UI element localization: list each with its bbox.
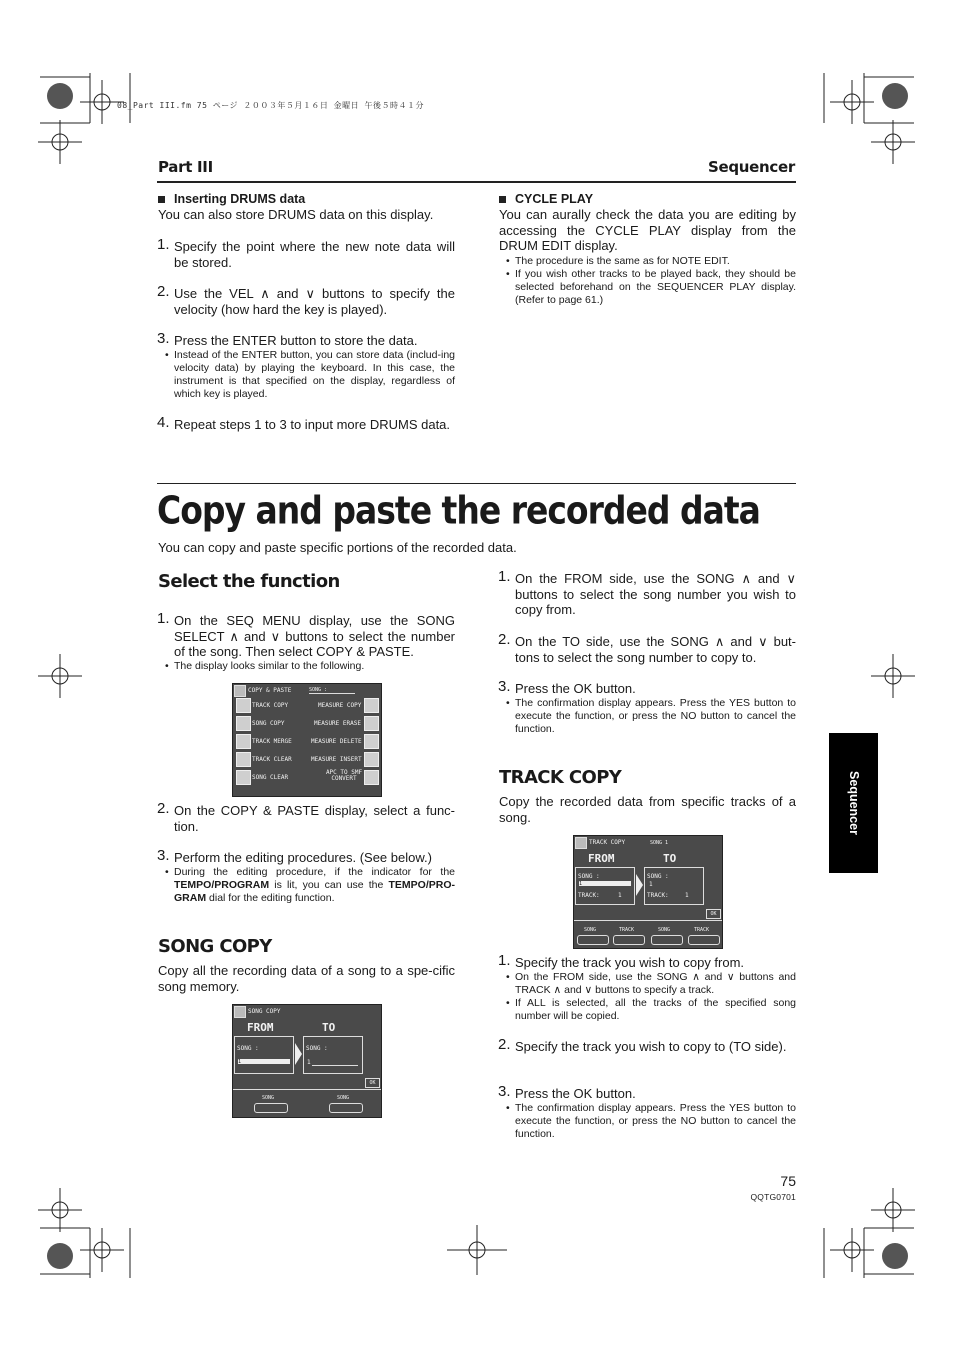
seq-menu-icon	[234, 685, 246, 697]
track-step-2: 2. Specify the track you wish to copy to (TO side).	[498, 1036, 787, 1054]
song-copy-icon	[234, 1006, 246, 1018]
song-copy-heading: SONG COPY	[158, 936, 272, 957]
song-clear-icon	[236, 770, 251, 785]
square-bullet-icon	[158, 196, 165, 203]
song-copy-intro: Copy all the recording data of a song to a spe-cific song memory.	[158, 963, 455, 994]
section-rule	[157, 483, 796, 484]
lcd-item: MEASURE COPY	[318, 702, 362, 709]
document-code: QQTG0701	[750, 1192, 796, 1202]
apc-convert-icon	[364, 770, 379, 785]
page-number: 75	[780, 1173, 796, 1189]
lcd-item: APC TO SMF CONVERT	[325, 769, 363, 782]
lcd-item: TRACK CLEAR	[252, 756, 292, 763]
section-side-tab: Sequencer	[829, 733, 878, 873]
measure-erase-icon	[364, 716, 379, 731]
copy-step-3-note: • The confirmation display appears. Press the YES button to execute the function, or press the NO button to cancel the function.	[506, 697, 796, 735]
song-copy-display	[232, 1004, 382, 1118]
lcd-item: MEASURE ERASE	[314, 720, 361, 727]
measure-copy-icon	[364, 698, 379, 713]
lcd-to: TO	[663, 852, 677, 865]
drums-step-3-note: • Instead of the ENTER button, you can store data (includ-ing velocity data) by playing the keyboard. In this case, the instrument is that specified on the display, regardless of which key is played.	[165, 349, 455, 400]
track-step-1-note-2: • If ALL is selected, all the tracks of the specified song number will be copied.	[506, 997, 796, 1022]
copy-step-2: 2. On the TO side, use the SONG ∧ and ∨ but-tons to select the song number to copy to.	[498, 631, 796, 665]
lcd-btn-label: SONG	[584, 927, 597, 933]
from-box: SONG : 1 TRACK: 1	[575, 867, 635, 905]
drums-step-3: 3. Press the ENTER button to store the data.	[157, 330, 418, 348]
song-copy-icon	[236, 716, 251, 731]
from-box: SONG : 1	[234, 1036, 294, 1074]
copy-paste-display	[232, 683, 382, 797]
select-function-heading: Select the function	[158, 571, 340, 592]
track-step-1: 1. Specify the track you wish to copy from.	[498, 952, 745, 970]
drums-step-4: 4. Repeat steps 1 to 3 to input more DRUMS data.	[157, 414, 451, 432]
cycle-subheading: CYCLE PLAY	[499, 192, 593, 206]
drums-subheading: Inserting DRUMS data	[158, 192, 305, 206]
lcd-to: TO	[322, 1021, 336, 1034]
track-copy-icon	[575, 837, 587, 849]
lcd-btn-label: SONG	[262, 1095, 275, 1101]
ok-button: OK	[365, 1078, 380, 1088]
track-copy-intro: Copy the recorded data from specific tracks of a song.	[499, 794, 796, 825]
lcd-song: SONG :	[309, 687, 328, 693]
lcd-btn-label: TRACK	[619, 927, 635, 933]
to-box: SONG : 1	[303, 1036, 363, 1074]
lcd-item: TRACK COPY	[252, 702, 289, 709]
drums-intro: You can also store DRUMS data on this display.	[158, 207, 434, 222]
select-step-3-note: • During the editing procedure, if the indicator for the TEMPO/PROGRAM is lit, you can use the TEMPO/PRO- GRAM dial for the editing function.	[165, 866, 456, 904]
cycle-note-1: • The procedure is the same as for NOTE EDIT.	[506, 255, 730, 267]
lcd-from: FROM	[247, 1021, 274, 1034]
lcd-title: COPY & PASTE	[248, 687, 292, 694]
track-merge-icon	[236, 734, 251, 749]
lcd-item: TRACK MERGE	[252, 738, 292, 745]
page-title: Copy and paste the recorded data	[157, 488, 760, 533]
lcd-btn-label: SONG	[337, 1095, 350, 1101]
lcd-item: SONG COPY	[252, 720, 285, 727]
select-step-3: 3. Perform the editing procedures. (See below.)	[157, 847, 432, 865]
track-copy-display	[573, 835, 723, 949]
copy-step-1: 1. On the FROM side, use the SONG ∧ and ∨ buttons to select the song number you wish to copy from.	[498, 568, 796, 617]
ok-button: OK	[706, 909, 721, 919]
track-button	[688, 935, 720, 945]
print-info: 08_Part III.fm 75 ページ ２００３年５月１６日 金曜日 午後５時４１分	[117, 101, 424, 110]
lcd-btn-label: TRACK	[694, 927, 710, 933]
lcd-from: FROM	[588, 852, 615, 865]
lcd-item: MEASURE DELETE	[311, 738, 362, 745]
track-copy-icon	[236, 698, 251, 713]
copy-step-3: 3. Press the OK button.	[498, 678, 636, 696]
select-step-2: 2. On the COPY & PASTE display, select a func-tion.	[157, 800, 455, 834]
song-button	[577, 935, 609, 945]
cycle-note-2: • If you wish other tracks to be played back, they should be selected beforehand on the SEQUENCER PLAY display. (Refer to page 61.)	[506, 268, 796, 306]
cycle-intro: You can aurally check the data you are editing by accessing the CYCLE PLAY display from the DRUM EDIT display.	[499, 207, 796, 253]
to-box: SONG : 1 TRACK: 1	[644, 867, 704, 905]
song-button	[651, 935, 683, 945]
drums-step-2: 2. Use the VEL ∧ and ∨ buttons to specify the velocity (how hard the key is played).	[157, 283, 455, 317]
square-bullet-icon	[499, 196, 506, 203]
lcd-item: SONG CLEAR	[252, 774, 289, 781]
lcd-btn-label: SONG	[658, 927, 671, 933]
main-intro: You can copy and paste specific portions of the recorded data.	[158, 540, 517, 555]
select-step-1-note: • The display looks similar to the following.	[165, 660, 365, 672]
lcd-title: SONG COPY	[248, 1008, 281, 1015]
track-button	[613, 935, 645, 945]
lcd-title: TRACK COPY	[589, 839, 626, 846]
lcd-song: SONG 1	[650, 840, 669, 846]
song-button-right	[329, 1103, 363, 1113]
track-step-3-note: • The confirmation display appears. Press the YES button to execute the function, or press the NO button to cancel the function.	[506, 1102, 796, 1140]
measure-delete-icon	[364, 734, 379, 749]
header-rule	[157, 181, 796, 183]
section-label: Sequencer	[707, 158, 795, 176]
drums-step-1: 1. Specify the point where the new note data will be stored.	[157, 236, 455, 270]
track-copy-heading: TRACK COPY	[499, 767, 622, 788]
part-label: Part III	[158, 158, 213, 176]
track-step-3: 3. Press the OK button.	[498, 1083, 636, 1101]
select-step-1: 1. On the SEQ MENU display, use the SONG SELECT ∧ and ∨ buttons to select the number of the song. Then select COPY & PASTE.	[157, 610, 455, 659]
track-step-1-note-1: • On the FROM side, use the SONG ∧ and ∨ buttons and TRACK ∧ and ∨ buttons to specify a track.	[506, 971, 796, 996]
song-button-left	[254, 1103, 288, 1113]
lcd-item: MEASURE INSERT	[311, 756, 362, 763]
measure-insert-icon	[364, 752, 379, 767]
track-clear-icon	[236, 752, 251, 767]
